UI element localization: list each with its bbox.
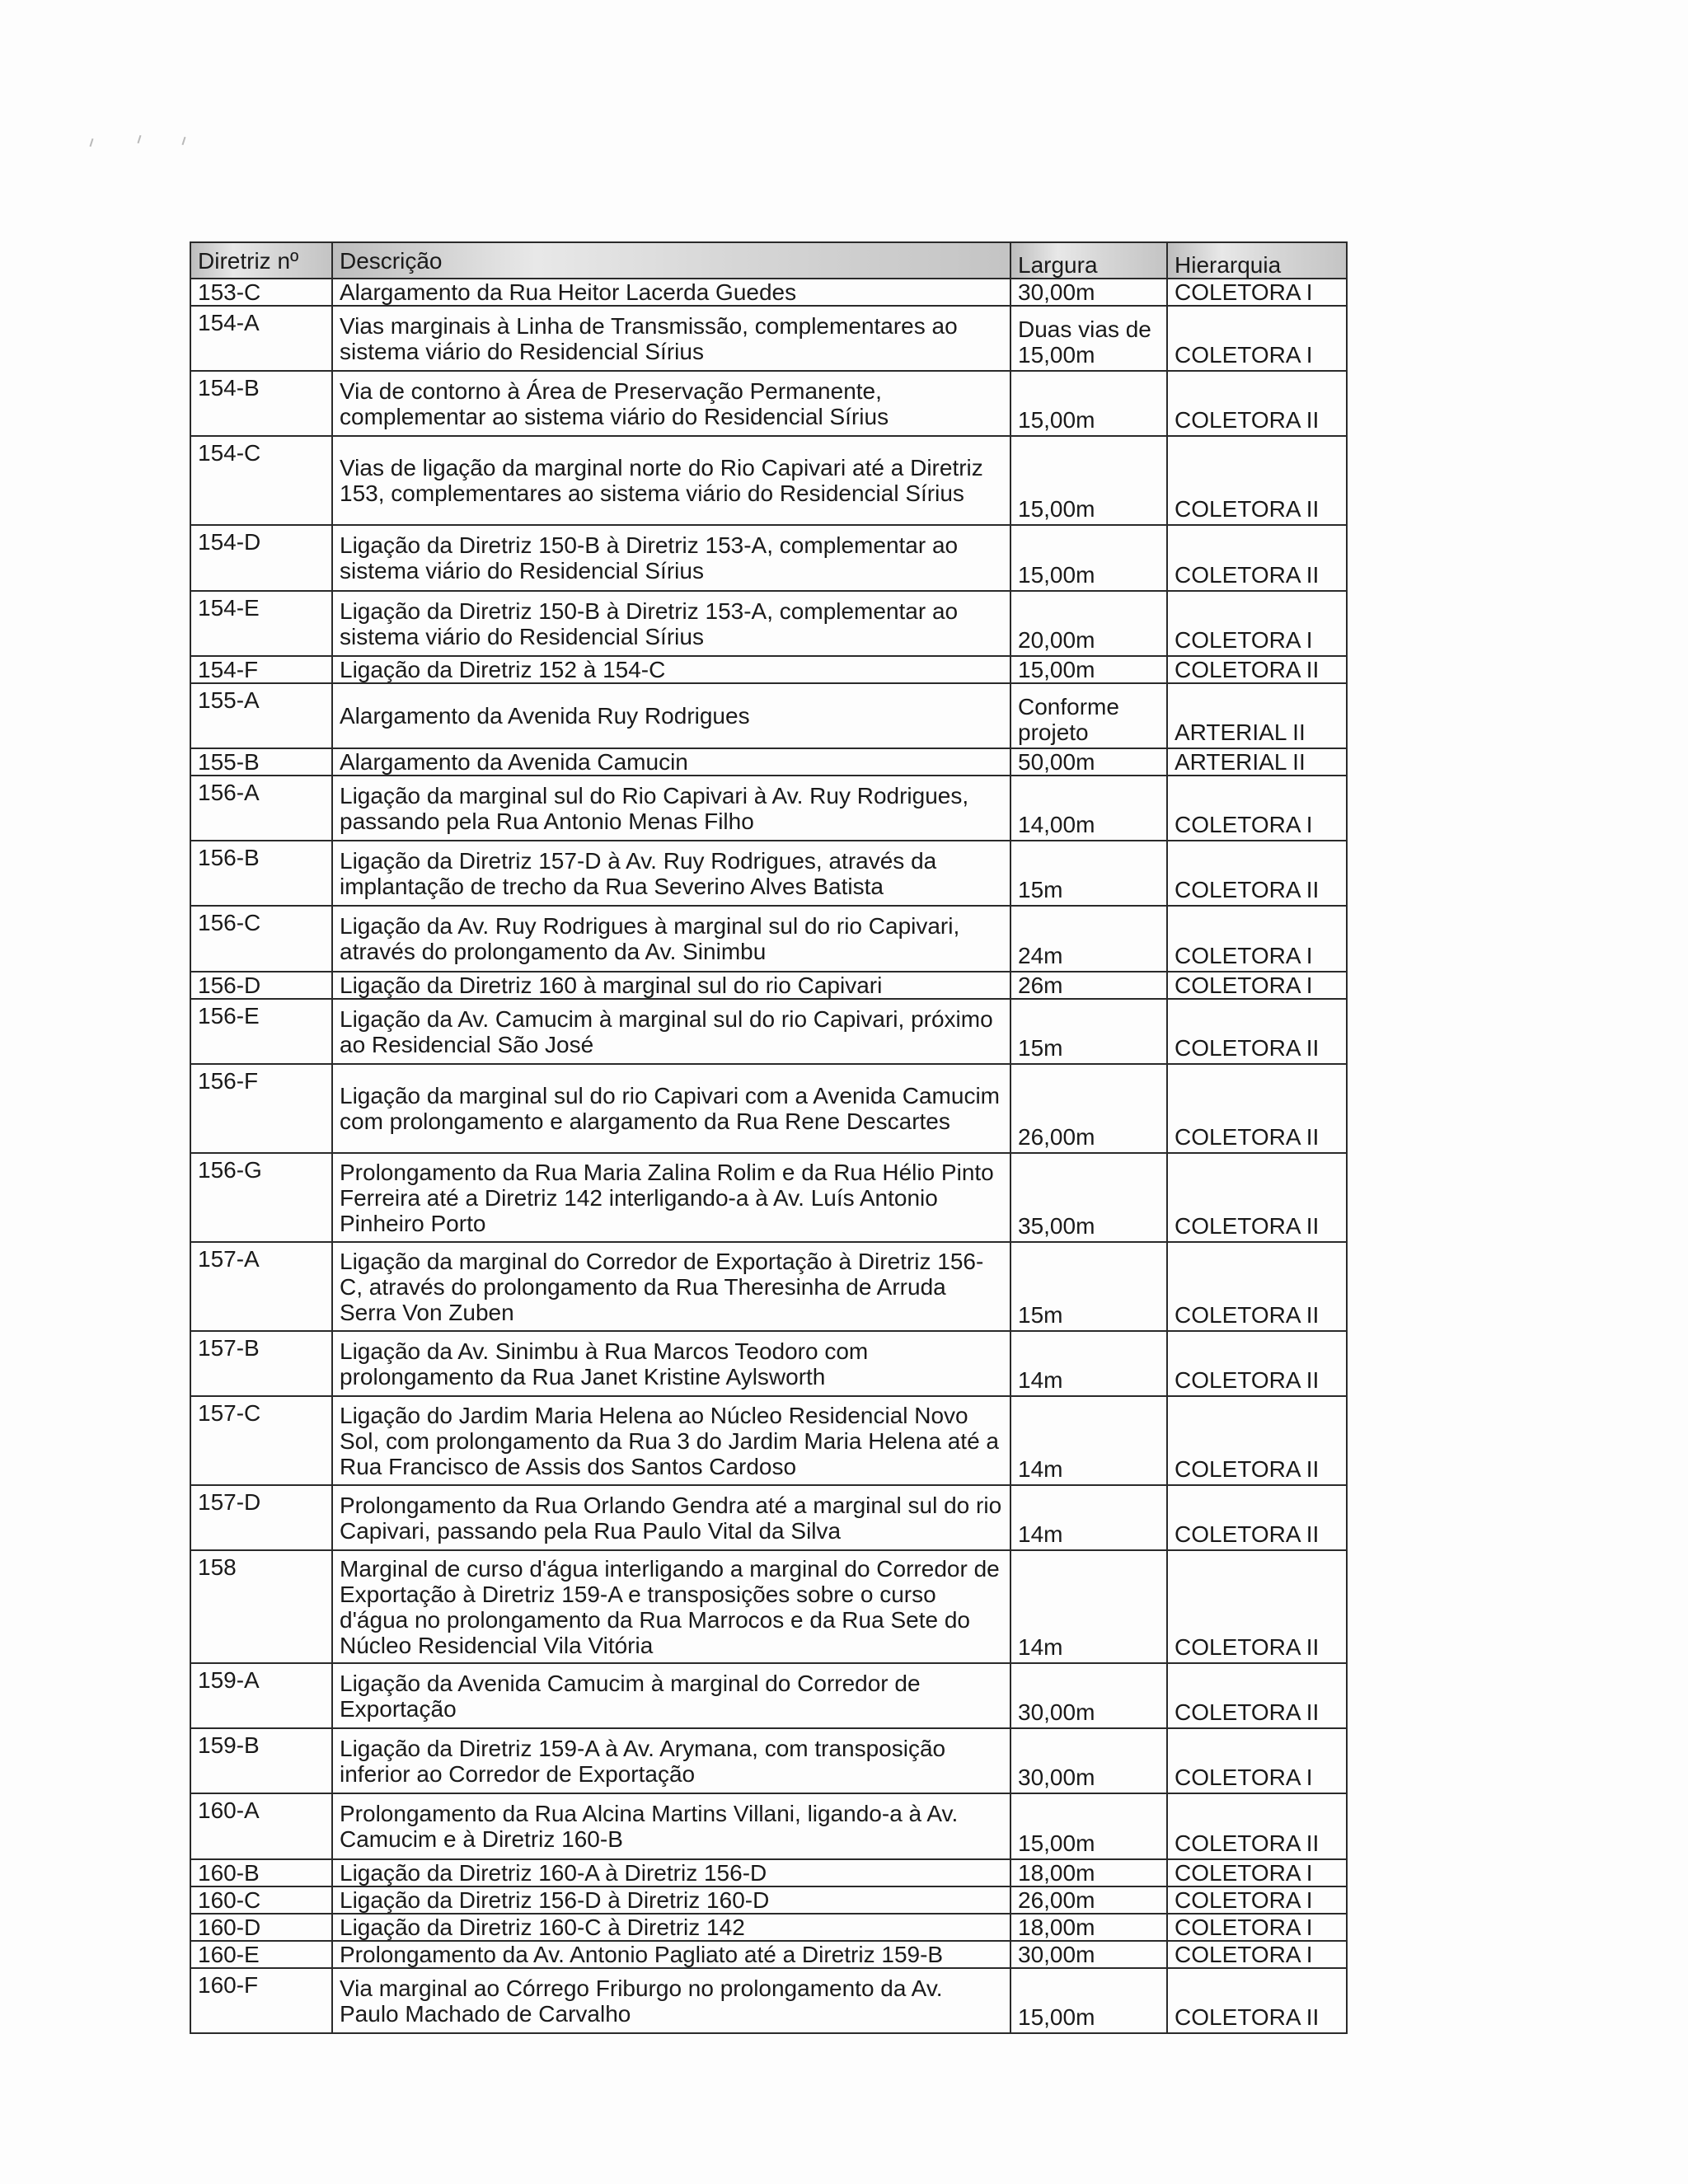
cell-diretriz: 154-E bbox=[190, 591, 332, 656]
cell-largura: 30,00m bbox=[1010, 1941, 1167, 1968]
cell-descricao: Ligação da Diretriz 160-C à Diretriz 142 bbox=[332, 1914, 1010, 1941]
table-row bbox=[190, 776, 1347, 841]
table-row bbox=[190, 1064, 1347, 1153]
cell-diretriz: 154-B bbox=[190, 371, 332, 436]
cell-largura: 15,00m bbox=[1010, 436, 1167, 525]
cell-hierarquia: ARTERIAL II bbox=[1167, 683, 1347, 748]
table-row bbox=[190, 972, 1347, 999]
cell-largura: 15,00m bbox=[1010, 1968, 1167, 2033]
cell-hierarquia: COLETORA I bbox=[1167, 1728, 1347, 1793]
cell-largura: 15,00m bbox=[1010, 371, 1167, 436]
cell-hierarquia: COLETORA I bbox=[1167, 1859, 1347, 1886]
cell-descricao: Via de contorno à Área de Preservação Permanente, complementar ao sistema viário do Residencial Sírius bbox=[332, 371, 1010, 436]
cell-diretriz: 154-A bbox=[190, 306, 332, 371]
table-row bbox=[190, 591, 1347, 656]
cell-descricao: Alargamento da Avenida Ruy Rodrigues bbox=[332, 683, 1010, 748]
table-row bbox=[190, 1663, 1347, 1728]
cell-descricao: Marginal de curso d'água interligando a marginal do Corredor de Exportação à Diretriz 159-A e transposições sobre o curso d'água no prolongamento da Rua Marrocos e da Rua Sete do Núcleo Residencial Vila Vitória bbox=[332, 1550, 1010, 1663]
cell-diretriz: 160-D bbox=[190, 1914, 332, 1941]
table-row bbox=[190, 1793, 1347, 1859]
cell-largura: 35,00m bbox=[1010, 1153, 1167, 1242]
cell-largura: 20,00m bbox=[1010, 591, 1167, 656]
cell-descricao: Vias marginais à Linha de Transmissão, complementares ao sistema viário do Residencial Sírius bbox=[332, 306, 1010, 371]
cell-descricao: Ligação da Diretriz 150-B à Diretriz 153-A, complementar ao sistema viário do Residencial Sírius bbox=[332, 525, 1010, 591]
cell-diretriz: 160-C bbox=[190, 1886, 332, 1914]
cell-diretriz: 157-A bbox=[190, 1242, 332, 1331]
cell-diretriz: 156-A bbox=[190, 776, 332, 841]
cell-largura: 14m bbox=[1010, 1485, 1167, 1550]
table-body bbox=[190, 279, 1347, 2033]
cell-hierarquia: COLETORA II bbox=[1167, 1331, 1347, 1396]
cell-hierarquia: COLETORA II bbox=[1167, 1396, 1347, 1485]
cell-largura: 30,00m bbox=[1010, 279, 1167, 306]
cell-diretriz: 157-B bbox=[190, 1331, 332, 1396]
header-largura: Largura bbox=[1010, 242, 1167, 279]
cell-hierarquia: COLETORA I bbox=[1167, 1886, 1347, 1914]
cell-largura: 30,00m bbox=[1010, 1663, 1167, 1728]
cell-hierarquia: COLETORA II bbox=[1167, 436, 1347, 525]
cell-largura: 26m bbox=[1010, 972, 1167, 999]
table-row bbox=[190, 1485, 1347, 1550]
cell-descricao: Ligação da Av. Ruy Rodrigues à marginal sul do rio Capivari, através do prolongamento da Av. Sinimbu bbox=[332, 906, 1010, 972]
cell-hierarquia: COLETORA II bbox=[1167, 656, 1347, 683]
cell-descricao: Ligação do Jardim Maria Helena ao Núcleo Residencial Novo Sol, com prolongamento da Rua 3 do Jardim Maria Helena até a Rua Francisco de Assis dos Santos Cardoso bbox=[332, 1396, 1010, 1485]
cell-largura: 18,00m bbox=[1010, 1859, 1167, 1886]
cell-hierarquia: COLETORA II bbox=[1167, 1242, 1347, 1331]
table-row bbox=[190, 306, 1347, 371]
cell-largura: 26,00m bbox=[1010, 1886, 1167, 1914]
cell-diretriz: 156-D bbox=[190, 972, 332, 999]
table-row bbox=[190, 371, 1347, 436]
table-row bbox=[190, 906, 1347, 972]
cell-largura: 15,00m bbox=[1010, 1793, 1167, 1859]
table-row bbox=[190, 1331, 1347, 1396]
cell-hierarquia: ARTERIAL II bbox=[1167, 748, 1347, 776]
cell-descricao: Vias de ligação da marginal norte do Rio Capivari até a Diretriz 153, complementares ao sistema viário do Residencial Sírius bbox=[332, 436, 1010, 525]
table-row bbox=[190, 1941, 1347, 1968]
cell-descricao: Ligação da Av. Camucim à marginal sul do rio Capivari, próximo ao Residencial São José bbox=[332, 999, 1010, 1064]
cell-hierarquia: COLETORA II bbox=[1167, 1793, 1347, 1859]
cell-largura: 50,00m bbox=[1010, 748, 1167, 776]
table-row bbox=[190, 1396, 1347, 1485]
table-row bbox=[190, 1968, 1347, 2033]
cell-hierarquia: COLETORA II bbox=[1167, 841, 1347, 906]
cell-diretriz: 156-G bbox=[190, 1153, 332, 1242]
cell-hierarquia: COLETORA II bbox=[1167, 1968, 1347, 2033]
table-row bbox=[190, 1728, 1347, 1793]
table-row bbox=[190, 436, 1347, 525]
cell-diretriz: 160-E bbox=[190, 1941, 332, 1968]
cell-descricao: Ligação da Avenida Camucim à marginal do Corredor de Exportação bbox=[332, 1663, 1010, 1728]
cell-diretriz: 156-F bbox=[190, 1064, 332, 1153]
cell-diretriz: 159-A bbox=[190, 1663, 332, 1728]
cell-diretriz: 155-B bbox=[190, 748, 332, 776]
cell-descricao: Prolongamento da Rua Orlando Gendra até a marginal sul do rio Capivari, passando pela Rua Paulo Vital da Silva bbox=[332, 1485, 1010, 1550]
cell-descricao: Ligação da Diretriz 160 à marginal sul do rio Capivari bbox=[332, 972, 1010, 999]
table-row bbox=[190, 841, 1347, 906]
cell-largura: 15m bbox=[1010, 1242, 1167, 1331]
cell-largura: 14m bbox=[1010, 1550, 1167, 1663]
cell-largura: 30,00m bbox=[1010, 1728, 1167, 1793]
table-row bbox=[190, 1886, 1347, 1914]
cell-hierarquia: COLETORA II bbox=[1167, 1153, 1347, 1242]
cell-hierarquia: COLETORA I bbox=[1167, 306, 1347, 371]
cell-hierarquia: COLETORA II bbox=[1167, 1485, 1347, 1550]
cell-diretriz: 153-C bbox=[190, 279, 332, 306]
cell-hierarquia: COLETORA II bbox=[1167, 1663, 1347, 1728]
table-row bbox=[190, 999, 1347, 1064]
cell-diretriz: 160-A bbox=[190, 1793, 332, 1859]
diretrizes-table bbox=[190, 241, 1348, 2034]
cell-hierarquia: COLETORA II bbox=[1167, 371, 1347, 436]
cell-hierarquia: COLETORA I bbox=[1167, 279, 1347, 306]
cell-diretriz: 156-E bbox=[190, 999, 332, 1064]
cell-diretriz: 160-B bbox=[190, 1859, 332, 1886]
cell-largura: 24m bbox=[1010, 906, 1167, 972]
cell-diretriz: 154-F bbox=[190, 656, 332, 683]
table-row bbox=[190, 1859, 1347, 1886]
cell-diretriz: 156-B bbox=[190, 841, 332, 906]
cell-hierarquia: COLETORA I bbox=[1167, 1941, 1347, 1968]
table-header-row bbox=[190, 242, 1347, 279]
cell-descricao: Prolongamento da Rua Alcina Martins Villani, ligando-a à Av. Camucim e à Diretriz 160-B bbox=[332, 1793, 1010, 1859]
cell-descricao: Ligação da marginal sul do Rio Capivari à Av. Ruy Rodrigues, passando pela Rua Antonio Menas Filho bbox=[332, 776, 1010, 841]
table-row bbox=[190, 748, 1347, 776]
cell-descricao: Via marginal ao Córrego Friburgo no prolongamento da Av. Paulo Machado de Carvalho bbox=[332, 1968, 1010, 2033]
cell-diretriz: 154-C bbox=[190, 436, 332, 525]
cell-largura: Duas vias de 15,00m bbox=[1010, 306, 1167, 371]
cell-largura: 15,00m bbox=[1010, 525, 1167, 591]
cell-descricao: Ligação da Diretriz 152 à 154-C bbox=[332, 656, 1010, 683]
cell-descricao: Ligação da Diretriz 156-D à Diretriz 160-D bbox=[332, 1886, 1010, 1914]
cell-largura: 15m bbox=[1010, 841, 1167, 906]
table-row bbox=[190, 279, 1347, 306]
header-hierarquia: Hierarquia bbox=[1167, 242, 1347, 279]
cell-largura: 14m bbox=[1010, 1331, 1167, 1396]
table-row bbox=[190, 656, 1347, 683]
cell-largura: 14,00m bbox=[1010, 776, 1167, 841]
cell-diretriz: 154-D bbox=[190, 525, 332, 591]
cell-largura: 26,00m bbox=[1010, 1064, 1167, 1153]
cell-hierarquia: COLETORA I bbox=[1167, 591, 1347, 656]
table-row bbox=[190, 1153, 1347, 1242]
cell-largura: 15,00m bbox=[1010, 656, 1167, 683]
cell-diretriz: 159-B bbox=[190, 1728, 332, 1793]
cell-hierarquia: COLETORA II bbox=[1167, 1550, 1347, 1663]
cell-hierarquia: COLETORA I bbox=[1167, 906, 1347, 972]
table-row bbox=[190, 525, 1347, 591]
cell-hierarquia: COLETORA II bbox=[1167, 1064, 1347, 1153]
header-descricao: Descrição bbox=[332, 242, 1010, 279]
cell-diretriz: 155-A bbox=[190, 683, 332, 748]
table-row bbox=[190, 1242, 1347, 1331]
cell-hierarquia: COLETORA I bbox=[1167, 1914, 1347, 1941]
table-row bbox=[190, 1550, 1347, 1663]
cell-diretriz: 158 bbox=[190, 1550, 332, 1663]
table-row bbox=[190, 1914, 1347, 1941]
cell-largura: 15m bbox=[1010, 999, 1167, 1064]
cell-diretriz: 157-D bbox=[190, 1485, 332, 1550]
cell-descricao: Ligação da marginal do Corredor de Exportação à Diretriz 156-C, através do prolongamento da Rua Theresinha de Arruda Serra Von Zuben bbox=[332, 1242, 1010, 1331]
cell-hierarquia: COLETORA II bbox=[1167, 525, 1347, 591]
scan-artifact-marks bbox=[82, 132, 198, 157]
cell-largura: Conforme projeto bbox=[1010, 683, 1167, 748]
cell-largura: 14m bbox=[1010, 1396, 1167, 1485]
cell-largura: 18,00m bbox=[1010, 1914, 1167, 1941]
cell-diretriz: 157-C bbox=[190, 1396, 332, 1485]
cell-descricao: Ligação da Av. Sinimbu à Rua Marcos Teodoro com prolongamento da Rua Janet Kristine Aylsworth bbox=[332, 1331, 1010, 1396]
cell-descricao: Ligação da Diretriz 150-B à Diretriz 153-A, complementar ao sistema viário do Residencial Sírius bbox=[332, 591, 1010, 656]
cell-descricao: Ligação da marginal sul do rio Capivari com a Avenida Camucim com prolongamento e alargamento da Rua Rene Descartes bbox=[332, 1064, 1010, 1153]
cell-hierarquia: COLETORA II bbox=[1167, 999, 1347, 1064]
cell-hierarquia: COLETORA I bbox=[1167, 776, 1347, 841]
cell-descricao: Alargamento da Avenida Camucin bbox=[332, 748, 1010, 776]
cell-hierarquia: COLETORA I bbox=[1167, 972, 1347, 999]
cell-diretriz: 156-C bbox=[190, 906, 332, 972]
cell-descricao: Ligação da Diretriz 159-A à Av. Arymana, com transposição inferior ao Corredor de Exportação bbox=[332, 1728, 1010, 1793]
cell-diretriz: 160-F bbox=[190, 1968, 332, 2033]
cell-descricao: Alargamento da Rua Heitor Lacerda Guedes bbox=[332, 279, 1010, 306]
cell-descricao: Prolongamento da Rua Maria Zalina Rolim e da Rua Hélio Pinto Ferreira até a Diretriz 142 interligando-a à Av. Luís Antonio Pinheiro Porto bbox=[332, 1153, 1010, 1242]
table-row bbox=[190, 683, 1347, 748]
header-diretriz: Diretriz nº bbox=[190, 242, 332, 279]
cell-descricao: Ligação da Diretriz 157-D à Av. Ruy Rodrigues, através da implantação de trecho da Rua Severino Alves Batista bbox=[332, 841, 1010, 906]
cell-descricao: Ligação da Diretriz 160-A à Diretriz 156-D bbox=[332, 1859, 1010, 1886]
cell-descricao: Prolongamento da Av. Antonio Pagliato até a Diretriz 159-B bbox=[332, 1941, 1010, 1968]
